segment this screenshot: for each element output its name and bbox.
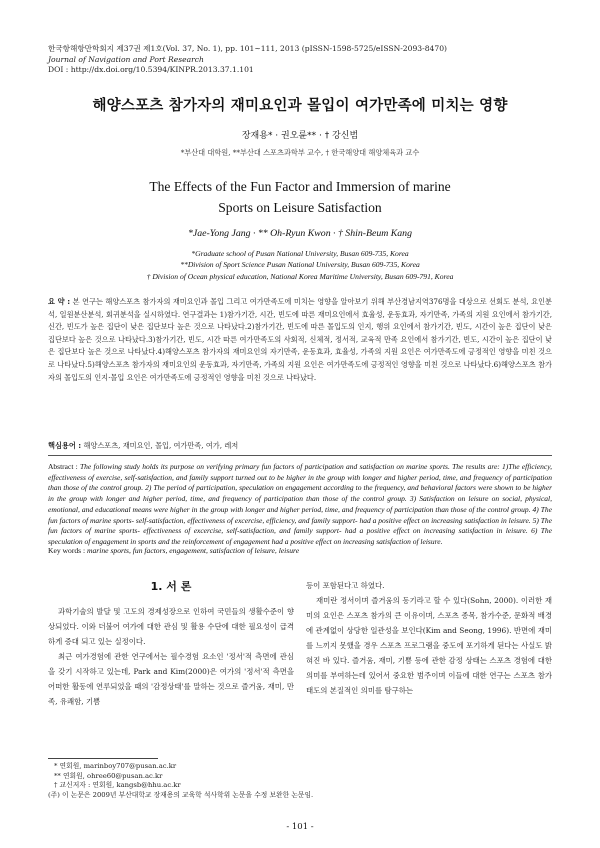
english-abstract [48, 462, 552, 548]
journal-citation: 한국항해항만학회지 제37권 제1호(Vol. 37, No. 1), pp. 101~111, 2013 (pISSN-1598-5725/eISSN-2093-8470) [48, 44, 447, 53]
footnote-divider [48, 758, 158, 759]
korean-affiliations: *부산대 대학원, **부산대 스포츠과학부 교수, † 한국해양대 해양체육과 교수 [180, 148, 420, 157]
english-title-line2: Sports on Leisure Satisfaction [218, 200, 382, 215]
body-paragraph: 재미란 정서이며 즐거움의 동기라고 할 수 있다(Sohn, 2000). 이러한 재미의 요인은 스포츠 참가의 큰 이유이며, 스포츠 종목, 참가수준, 문화적 배경에 관계없이 상당한 일관성을 보인다(Kim and Seong, 1996). 반면에 재미를 느끼지 못했을 경우 스포츠 프로그램을 중도에 포기하게 된다는 사실도 밝혀진 바 있다. 즐거움, 재미, 기쁨 등에 관한 감정 상태는 스포츠 경험에 대한 의미를 부여하는데 있어서 중요한 범주이며 이들에 대한 연구는 스포츠 참가태도의 본질적인 의미를 탐구하는 [306, 596, 552, 695]
english-title-line1: The Effects of the Fun Factor and Immersion of marine [149, 179, 451, 194]
body-paragraph: 최근 여가경험에 관한 연구에서는 필수경험 요소인 '정서'적 측면에 관심을 갖기 시작하고 있는데, Park and Kim(2000)은 여가의 '정서'적 측면을 어떠한 활동에 연루되었을 때의 '감정상태'를 말하는 것으로 즐거움, 재미, 만족, 유쾌함, 기쁨 [48, 652, 294, 706]
footnote-4: (주) 이 논문은 2009년 부산대학교 장재용의 교육학 석사학위 논문을 수정 보완한 논문임. [48, 790, 314, 799]
body-paragraph-continued: 등이 포함된다고 하였다. [306, 581, 385, 590]
right-column [306, 578, 552, 698]
korean-authors: 장재용* · 권오륜** · † 강신범 [241, 131, 359, 141]
korean-title: 해양스포츠 참가자의 재미요인과 몰입이 여가만족에 미치는 영향 [92, 98, 508, 114]
english-abstract-text: The following study holds its purpose on verifying primary fun factors of participation and satisfaction on marine sports. The results are: 1)The efficiency, effectiveness of exercise, self-satisfaction, and family support turned out to be higher in the group with longer and higher period, time, and frequency of participation than those of the control group. 2) The period of participation, speculation on engagement according to the frequency, and behavioral factors were shown to be higher in the group with longer and higher period, time, and frequency of participation than those of the control group. 3) Satisfaction on leisure on social, physical, emotional, and educational means were higher in the group with longer and higher period, time, and frequency of participation than those of the control group. 4) The fun factors of marine sports- self-satisfaction, effectiveness of excercise, efficiency, and family support- had a positive effect on increasing satisfaction in leisure. 5) The fun factors of marine sports- effectiveness of excercise, self-satisfaction, and family support- had a positive effect on increasing satisfaction in leisure. 6) The speculation of engagement in sports and the reinforcement of engagement had a positive effect on increasing satisfaction of leisure. [48, 462, 552, 546]
page-number: - 101 - [286, 822, 314, 832]
korean-keywords [48, 441, 552, 451]
korean-abstract [48, 296, 552, 384]
english-authors: *Jae-Yong Jang · ** Oh-Ryun Kwon · † Shin-Beum Kang [188, 228, 412, 239]
body-paragraph: 과학기술의 발달 및 고도의 경제성장으로 인하여 국민들의 생활수준이 향상되었다. 이와 더불어 여가에 대한 관심 및 활용 수단에 대한 필요성이 급격하게 증대 되고 있는 실정이다. [48, 607, 294, 646]
english-abstract-label: Abstract : [48, 462, 81, 471]
divider [48, 455, 552, 456]
affiliation-3: † Division of Ocean physical education, National Korea Maritime University, Busan 609-791, Korea [146, 271, 454, 281]
section-heading: 1. 서 론 [150, 580, 192, 593]
affiliation-2: **Division of Sport Science Pusan National University, Busan 609-735, Korea [180, 260, 420, 270]
journal-doi: DOI : http://dx.doi.org/10.5394/KINPR.2013.37.1.101 [48, 65, 254, 75]
english-keywords-label: Key words : [48, 546, 88, 555]
english-title [0, 176, 600, 218]
footnotes [48, 762, 552, 800]
affiliation-1: *Graduate school of Pusan National University, Busan 609-735, Korea [191, 249, 409, 258]
english-affiliations [0, 248, 600, 282]
journal-header [48, 44, 568, 76]
korean-abstract-label: 요 약 : [48, 297, 71, 306]
english-keywords-text: marine sports, fun factors, engagement, satisfaction of leisure, leisure [87, 546, 300, 555]
footnote-3: † 교신저자 : 연회원, kangsb@hhu.ac.kr [54, 781, 181, 790]
korean-abstract-text: 본 연구는 해양스포츠 참가자의 재미요인과 몰입 그리고 여가만족도에 미치는 영향을 알아보기 위해 부산경남지역376명을 대상으로 선회도 분석, 요인분석, 일원분산분석, 회귀분석을 실시하였다. 연구결과는 1)참가기간, 시간, 빈도에 따른 재미요인에서 효율성, 운동효과, 자기만족, 가족의 지원 요인에서 참가기간, 신간, 빈도가 높은 집단이 낮은 집단보다 높은 것으로 나타났다.2)참가기간, 빈도에 따른 몰입도의 인지, 행위 요인에서 참가기간, 빈도, 시간이 높은 집단이 낮은 집단보다 높은 것으로 나타났다.3)참가기간, 빈도, 시간 따른 여가만족도의 사회적, 신체적, 정서적, 교육적 만족 요인에서 참가기간, 빈도, 시간이 높은 집단이 낮은 집단보다 높은 것으로 나타났다.4)해양스포츠 참가자의 재미요인의 자기만족, 운동효과, 효율성, 가족의 지원 요인은 여가만족도에 긍정적인 영향을 미친 것으로 나타났다.5)해양스포츠 참가자의 재미요인의 운동효과, 자기만족, 가족의 지원 요인은 여가만족도에 긍정적인 영향을 미친 것으로 나타났다.6)해양스포츠 참가자의 몰입도의 인지·몰입 요인은 여가만족도에 긍정적인 영향을 미친 것으로 나타났다. [48, 297, 552, 382]
english-keywords [48, 546, 552, 555]
journal-name: Journal of Navigation and Port Research [48, 54, 204, 64]
korean-keywords-text: 해양스포츠, 재미요인, 몰입, 여가만족, 여가, 레저 [81, 441, 239, 450]
footnote-2: ** 연회원, ohree60@pusan.ac.kr [54, 771, 163, 780]
left-column [48, 604, 294, 709]
korean-keywords-label: 핵심용어 : [48, 441, 82, 450]
footnote-1: * 연회원, marinboy707@pusan.ac.kr [54, 762, 177, 770]
